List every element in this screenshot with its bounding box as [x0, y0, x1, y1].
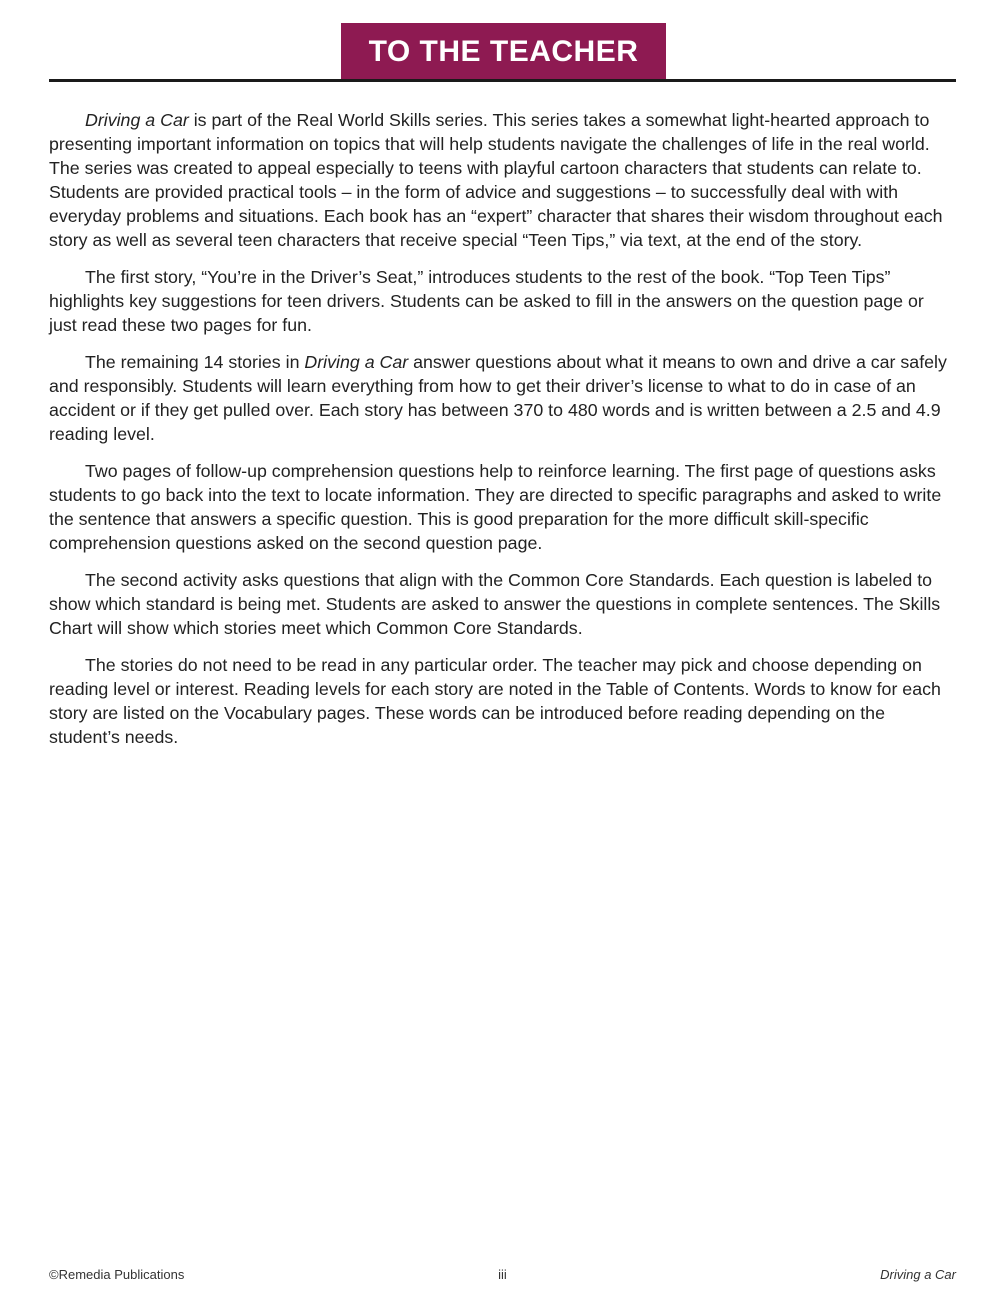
title-divider: [49, 79, 956, 82]
paragraph-first-story: The first story, “You’re in the Driver’s Seat,” introduces students to the rest of the book. “Top Teen Tips” highlights key suggestions for teen drivers. Students can be asked to fill in the answers on the question page or just read these two pages for fun.: [49, 267, 924, 335]
paragraph-intro-text: is part of the Real World Skills series. This series takes a somewhat light-hearted approach to presenting important information on topics that will help students navigate the challenges of life in the real world. The series was created to appeal especially to teens with playful cartoon characters that students can relate to. Students are provided practical tools – in the form of advice and suggestions – to successfully deal with with everyday problems and situations. Each book has an “expert” character that shares their wisdom throughout each story as well as several teen characters that receive special “Teen Tips,” via text, at the end of the story.: [49, 110, 943, 250]
footer-book-title: Driving a Car: [880, 1267, 956, 1282]
paragraph-remaining-text-after: answer questions about what it means to own and drive a car safely and responsibly. Students will learn everything from how to get their driver’s license to what to do in case of an accident or if they get pulled over. Each story has between 370 to 480 words and is written between a 2.5 and 4.9 reading level.: [49, 352, 947, 444]
paragraph-remaining-stories: [49, 350, 954, 446]
page-title: TO THE TEACHER: [368, 35, 639, 68]
paragraph-remaining-text-before: The remaining 14 stories in: [85, 352, 305, 372]
paragraph-intro: [49, 108, 954, 252]
paragraph-common-core: The second activity asks questions that align with the Common Core Standards. Each question is labeled to show which standard is being met. Students are asked to answer the questions in complete sentences. The Skills Chart will show which stories meet which Common Core Standards.: [49, 570, 941, 638]
footer-page-number: iii: [498, 1267, 507, 1282]
footer-publisher: ©Remedia Publications: [49, 1267, 185, 1282]
book-title-italic: Driving a Car: [304, 352, 409, 372]
body-text: [49, 108, 954, 762]
book-title-italic: Driving a Car: [85, 110, 189, 130]
page-footer: [49, 1267, 956, 1287]
page-header: [0, 0, 1000, 90]
paragraph-comprehension: Two pages of follow-up comprehension questions help to reinforce learning. The first page of questions asks students to go back into the text to locate information. They are directed to specific paragraphs and asked to write the sentence that answers a specific question. This is good preparation for the more difficult skill-specific comprehension questions asked on the second question page.: [49, 461, 942, 553]
title-banner: [341, 23, 666, 81]
paragraph-reading-order: The stories do not need to be read in any particular order. The teacher may pick and choose depending on reading level or interest. Reading levels for each story are noted in the Table of Contents. Words to know for each story are listed on the Vocabulary pages. These words can be introduced before reading depending on the student’s needs.: [49, 655, 941, 747]
